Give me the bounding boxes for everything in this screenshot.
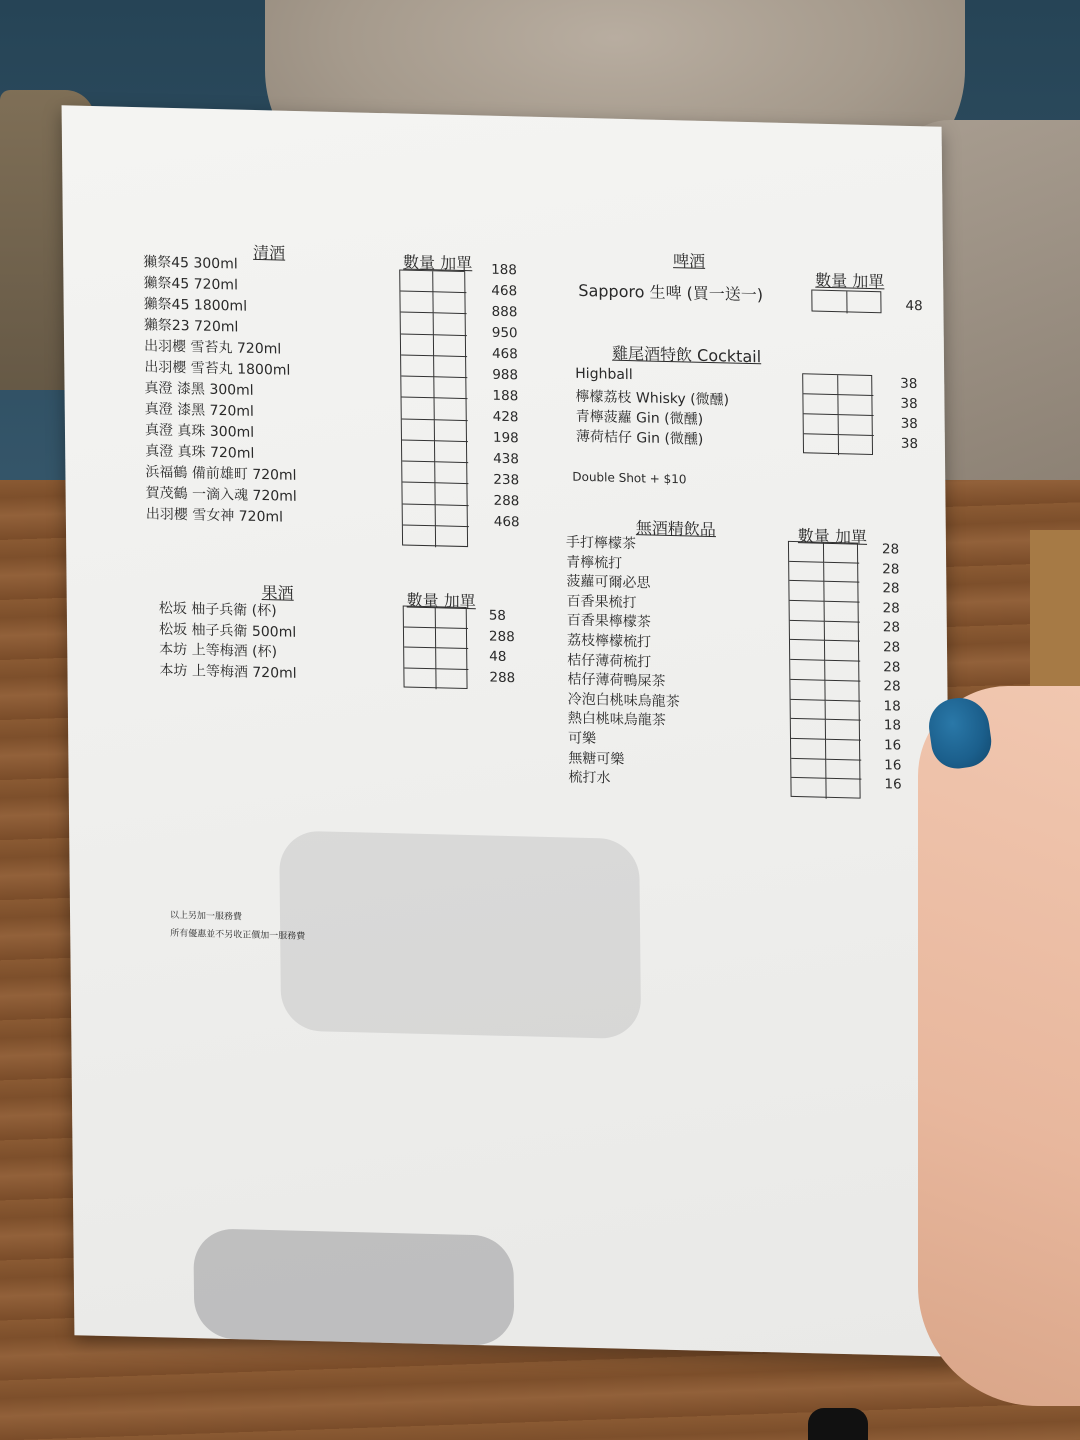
order-cell[interactable] <box>839 415 874 436</box>
thumb-shadow <box>193 1228 514 1346</box>
service-charge-note: 以上另加一服務費 <box>169 910 243 923</box>
order-cell[interactable] <box>825 602 860 623</box>
soft-item-price: 28 <box>881 541 900 558</box>
order-cell[interactable] <box>789 562 824 583</box>
beer-order-grid[interactable] <box>811 290 881 314</box>
fruit-item-name: 松坂 柚子兵衛 500ml <box>158 620 297 641</box>
sake-item-name: 賀茂鶴 一滴入魂 720ml <box>145 485 297 505</box>
sake-item-name: 獺祭45 300ml <box>143 254 238 273</box>
order-cell[interactable] <box>824 582 859 603</box>
sake-item-name: 出羽櫻 雪苔丸 1800ml <box>144 359 291 379</box>
soft-item-price: 18 <box>883 717 902 734</box>
double-shot-note: Double Shot + $10 <box>572 469 687 487</box>
sake-item-name: 真澄 真珠 720ml <box>145 443 255 462</box>
order-cell[interactable] <box>839 435 874 456</box>
order-cell[interactable] <box>790 601 825 622</box>
menu-sheet <box>62 105 955 1357</box>
sake-item-name: 真澄 漆黑 720ml <box>144 401 254 420</box>
order-cell[interactable] <box>790 680 825 701</box>
soft-item-name: 可樂 <box>567 730 597 748</box>
sake-item-name: 真澄 漆黑 300ml <box>144 380 254 399</box>
order-cell[interactable] <box>847 291 882 314</box>
order-cell[interactable] <box>436 505 469 527</box>
order-cell[interactable] <box>402 398 435 420</box>
soft-item-price: 16 <box>884 776 902 793</box>
order-cell[interactable] <box>433 293 466 315</box>
order-cell[interactable] <box>436 607 468 628</box>
wood-shelf <box>1030 530 1080 690</box>
fruit-item-price: 288 <box>489 669 516 686</box>
soft-item-name: 手打檸檬茶 <box>565 534 637 553</box>
order-cell[interactable] <box>803 374 838 395</box>
sake-item-price: 438 <box>493 450 520 468</box>
order-cell[interactable] <box>434 377 467 399</box>
light-reflection <box>279 830 641 1039</box>
sake-item-price: 950 <box>491 324 518 342</box>
soft-item-name: 百香果梳打 <box>566 593 637 611</box>
fruit-item-name: 本坊 上等梅酒 720ml <box>159 661 297 682</box>
order-cell[interactable] <box>804 414 839 435</box>
soft-item-name: 荔枝檸檬梳打 <box>566 632 652 651</box>
order-cell[interactable] <box>804 434 839 455</box>
soft-item-price: 18 <box>883 697 901 715</box>
sake-item-name: 出羽櫻 雪苔丸 720ml <box>143 338 282 358</box>
fruit-qty-header: 數量 加單 <box>406 590 476 612</box>
soft-item-name: 百香果檸檬茶 <box>566 612 651 631</box>
order-cell[interactable] <box>435 441 468 463</box>
soft-item-price: 16 <box>883 737 902 754</box>
fruit-item-price: 58 <box>488 607 507 624</box>
order-cell[interactable] <box>404 627 436 648</box>
order-cell[interactable] <box>791 719 826 740</box>
soft-item-name: 菠蘿可爾必思 <box>566 573 651 592</box>
order-cell[interactable] <box>826 700 861 721</box>
order-cell[interactable] <box>825 661 860 682</box>
discount-note: 所有優惠並不另收正價加一服務費 <box>170 928 306 942</box>
order-cell[interactable] <box>402 440 435 462</box>
order-cell[interactable] <box>789 542 824 563</box>
order-cell[interactable] <box>435 484 468 506</box>
fruit-item-name: 松坂 柚子兵衛 (杯) <box>158 600 277 620</box>
order-cell[interactable] <box>401 377 434 399</box>
beer-item-name: Sapporo 生啤 (買一送一) <box>578 280 764 305</box>
order-cell[interactable] <box>435 462 468 484</box>
order-cell[interactable] <box>826 720 861 741</box>
sake-item-price: 468 <box>493 513 520 531</box>
sake-item-price: 188 <box>491 261 518 279</box>
order-cell[interactable] <box>434 335 467 357</box>
order-cell[interactable] <box>803 394 838 415</box>
soft-item-price: 28 <box>883 658 901 676</box>
soft-title: 無酒精飲品 <box>635 518 716 540</box>
fruit-title: 果酒 <box>261 583 294 603</box>
order-cell[interactable] <box>824 562 859 583</box>
order-cell[interactable] <box>791 759 826 780</box>
soft-item-price: 28 <box>882 599 900 617</box>
soft-item-price: 28 <box>882 639 901 656</box>
order-cell[interactable] <box>790 640 825 661</box>
soft-item-name: 桔仔薄荷鴨屎茶 <box>567 671 666 691</box>
cocktail-subtitle: Highball <box>575 365 633 384</box>
order-cell[interactable] <box>401 334 434 356</box>
order-cell[interactable] <box>433 271 466 293</box>
sake-item-price: 888 <box>491 303 518 321</box>
beer-item-price: 48 <box>905 297 923 315</box>
sake-item-price: 988 <box>492 366 519 384</box>
soft-item-name: 無糖可樂 <box>568 750 625 768</box>
order-cell[interactable] <box>400 270 433 292</box>
sake-item-price: 468 <box>491 345 518 363</box>
soft-item-name: 桔仔薄荷梳打 <box>567 652 652 671</box>
cocktail-extra-price: 38 <box>900 375 918 393</box>
cocktail-order-grid[interactable] <box>802 373 873 455</box>
order-cell[interactable] <box>402 419 435 441</box>
order-cell[interactable] <box>436 628 468 649</box>
sake-item-price: 468 <box>491 282 518 300</box>
order-cell[interactable] <box>404 606 436 627</box>
order-cell[interactable] <box>826 779 861 800</box>
soft-item-name: 熱白桃味烏龍茶 <box>567 710 666 730</box>
order-cell[interactable] <box>404 668 436 689</box>
sake-item-price: 198 <box>492 429 519 447</box>
cocktail-item-price: 38 <box>900 415 918 433</box>
sake-order-grid[interactable] <box>399 269 468 547</box>
sake-item-name: 獺祭45 720ml <box>143 275 239 294</box>
order-cell[interactable] <box>436 669 468 690</box>
holding-hand <box>918 686 1080 1406</box>
order-cell[interactable] <box>435 399 468 421</box>
soft-item-name: 冷泡白桃味烏龍茶 <box>567 691 680 711</box>
order-cell[interactable] <box>434 356 467 378</box>
order-cell[interactable] <box>825 641 860 662</box>
order-cell[interactable] <box>435 420 468 442</box>
cocktail-item-name: 青檸菠蘿 Gin (微醺) <box>575 408 704 428</box>
order-cell[interactable] <box>402 462 435 484</box>
sake-item-name: 浜福鶴 備前雄町 720ml <box>145 464 297 484</box>
order-cell[interactable] <box>401 355 434 377</box>
fruit-order-grid[interactable] <box>403 605 468 689</box>
soft-qty-header: 數量 加單 <box>797 526 868 547</box>
order-cell[interactable] <box>825 622 860 643</box>
beer-qty-header: 數量 加單 <box>815 270 885 292</box>
order-cell[interactable] <box>402 483 435 505</box>
order-cell[interactable] <box>812 291 847 314</box>
soft-item-price: 28 <box>882 619 901 636</box>
sake-item-price: 238 <box>493 471 520 489</box>
order-cell[interactable] <box>434 314 467 336</box>
order-cell[interactable] <box>436 648 468 669</box>
order-cell[interactable] <box>404 647 436 668</box>
fruit-item-name: 本坊 上等梅酒 (杯) <box>159 641 278 661</box>
cocktail-item-name: 薄荷桔仔 Gin (微醺) <box>575 428 704 448</box>
order-cell[interactable] <box>826 740 861 761</box>
order-cell[interactable] <box>403 504 436 526</box>
order-cell[interactable] <box>791 699 826 720</box>
order-cell[interactable] <box>403 525 436 547</box>
order-cell[interactable] <box>791 739 826 760</box>
soft-item-price: 28 <box>882 580 900 597</box>
order-cell[interactable] <box>790 621 825 642</box>
order-cell[interactable] <box>436 526 469 548</box>
soft-drink-order-grid[interactable] <box>788 541 861 799</box>
sake-title: 清酒 <box>252 242 286 263</box>
order-cell[interactable] <box>825 681 860 702</box>
order-cell[interactable] <box>401 313 434 335</box>
sake-item-price: 428 <box>492 408 519 426</box>
cocktail-item-name: 檸檬荔枝 Whisky (微醺) <box>575 388 730 409</box>
order-cell[interactable] <box>838 395 873 416</box>
order-cell[interactable] <box>826 759 861 780</box>
sake-item-name: 獺祭23 720ml <box>143 317 239 336</box>
cocktail-item-price: 38 <box>900 395 918 413</box>
sake-item-name: 真澄 真珠 300ml <box>144 422 255 441</box>
sake-qty-header: 數量 加單 <box>403 252 473 274</box>
soft-item-price: 28 <box>883 678 901 695</box>
order-cell[interactable] <box>824 543 859 564</box>
soft-item-price: 16 <box>884 756 902 774</box>
sake-item-price: 288 <box>493 492 520 510</box>
order-cell[interactable] <box>838 375 873 396</box>
beer-title: 啤酒 <box>672 251 706 271</box>
pen-tip <box>808 1408 868 1440</box>
cocktail-title: 雞尾酒特飲 Cocktail <box>611 343 762 367</box>
order-cell[interactable] <box>400 292 433 314</box>
sake-item-name: 獺祭45 1800ml <box>143 296 248 315</box>
cocktail-item-price: 38 <box>900 435 919 453</box>
soft-item-name: 青檸梳打 <box>566 554 623 572</box>
order-cell[interactable] <box>789 581 824 602</box>
fruit-item-price: 48 <box>489 648 507 665</box>
sake-item-name: 出羽櫻 雪女神 720ml <box>145 506 284 526</box>
order-cell[interactable] <box>790 660 825 681</box>
sake-item-price: 188 <box>492 387 519 405</box>
soft-item-price: 28 <box>882 560 900 578</box>
order-cell[interactable] <box>791 778 826 799</box>
soft-item-name: 梳打水 <box>568 769 611 787</box>
fruit-item-price: 288 <box>488 628 515 645</box>
